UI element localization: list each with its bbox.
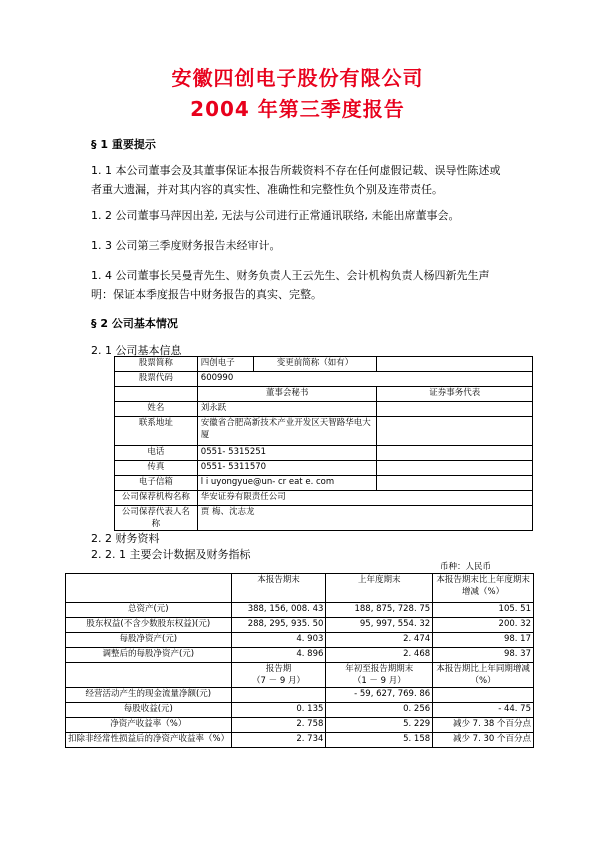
- fin-row-label: 经营活动产生的现金流量净额(元): [66, 688, 232, 703]
- blank-cell: [66, 574, 232, 603]
- short-name-label: 股票简称: [115, 357, 198, 372]
- fin-value-b: 188, 875, 728. 75: [326, 603, 433, 618]
- blank-cell: [377, 476, 533, 491]
- table-row: [66, 703, 534, 718]
- fin-header-ytd-label: 年初至报告期期末: [345, 664, 414, 674]
- email-label: 电子信箱: [115, 476, 198, 491]
- fin-header-period-end: 本报告期末: [231, 574, 326, 603]
- sponsor-rep-value: 贾 梅、沈志龙: [197, 506, 532, 531]
- fin-row-label: 股东权益(不含少数股东权益)(元): [66, 618, 232, 633]
- fin-row-label: 扣除非经常性损益后的净资产收益率（%）: [66, 733, 232, 748]
- table-row: [66, 648, 534, 663]
- fin-value-a: 4. 896: [231, 648, 326, 663]
- subsection-2-2: 2. 2 财务资料: [91, 532, 160, 545]
- fin-value-c: 98. 17: [433, 633, 534, 648]
- fin-value-a: 2. 758: [231, 718, 326, 733]
- fin-header-prev-year-end: 上年度期末: [326, 574, 433, 603]
- fax-label: 传真: [115, 461, 198, 476]
- addr-label: 联系地址: [115, 417, 198, 446]
- section2-heading: § 2 公司基本情况: [91, 317, 178, 330]
- fax-value: 0551- 5311570: [197, 461, 377, 476]
- fin-header-yoy-change: 本报告期比上年同期增减（%）: [433, 663, 534, 688]
- fin-row-label: 每股收益(元): [66, 703, 232, 718]
- fin-value-a: 388, 156, 008. 43: [231, 603, 326, 618]
- table-row: [66, 688, 534, 703]
- code-label: 股票代码: [115, 372, 198, 387]
- notice-1-4: 1. 4 公司董事长吴曼青先生、财务负责人王云先生、会计机构负责人杨四新先生声明：保证本季度报告中财务报告的真实、完整。: [91, 269, 490, 301]
- table-row: [66, 733, 534, 748]
- fin-rows-group-2: [66, 688, 534, 748]
- blank-cell: [115, 387, 198, 402]
- table-row: [115, 491, 533, 506]
- table-row: [115, 387, 533, 402]
- fin-row-label: 总资产(元): [66, 603, 232, 618]
- table-row: [66, 663, 534, 688]
- table-row: [115, 506, 533, 531]
- fin-value-b: 95, 997, 554. 32: [326, 618, 433, 633]
- fin-value-a: 2. 734: [231, 733, 326, 748]
- table-row: [66, 603, 534, 618]
- fin-value-c: - 44. 75: [433, 703, 534, 718]
- rep-label: 证券事务代表: [377, 387, 533, 402]
- fin-value-c: 200. 32: [433, 618, 534, 633]
- tel-value: 0551- 5315251: [197, 446, 377, 461]
- table-row: [115, 446, 533, 461]
- fin-value-b: 2. 468: [326, 648, 433, 663]
- table-row: [66, 718, 534, 733]
- fin-value-a: 4. 903: [231, 633, 326, 648]
- report-title: 2004 年第三季度报告: [190, 97, 405, 121]
- notice-1-2: 1. 2 公司董事马萍因出差, 无法与公司进行正常通讯联络, 未能出席董事会。: [91, 209, 460, 222]
- sponsor-rep-label: 公司保荐代表人名称: [115, 506, 198, 531]
- currency-note: 币种：人民币: [440, 562, 492, 572]
- fin-header-change: 本报告期末比上年度期末增减（%）: [433, 574, 534, 603]
- fin-header-period-range: （7 － 9 月）: [252, 676, 305, 686]
- fin-row-label: 每股净资产(元): [66, 633, 232, 648]
- fin-value-a: 288, 295, 935. 50: [231, 618, 326, 633]
- fin-header-ytd-range: （1 － 9 月）: [352, 676, 406, 686]
- table-row: [115, 402, 533, 417]
- table-row: [115, 461, 533, 476]
- subsection-2-1: 2. 1 公司基本信息: [91, 344, 182, 357]
- fin-row-label: 调整后的每股净资产(元): [66, 648, 232, 663]
- fin-value-c: 减少 7. 30 个百分点: [433, 733, 534, 748]
- notice-1-3: 1. 3 公司第三季度财务报告未经审计。: [91, 239, 281, 252]
- notice-1-1: 1. 1 本公司董事会及其董事保证本报告所载资料不存在任何虚假记载、误导性陈述或者重大遗漏，并对其内容的真实性、准确性和完整性负个别及连带责任。: [91, 164, 501, 196]
- short-name-value: 四创电子: [197, 357, 253, 372]
- fin-rows-group-1: [66, 603, 534, 663]
- table-row: [115, 476, 533, 491]
- email-value: l i uyongyue@un- cr eat e. com: [197, 476, 377, 491]
- section1-heading: § 1 重要提示: [91, 138, 156, 151]
- fin-value-b: - 59, 627, 769. 86: [326, 688, 433, 703]
- table-row: [115, 417, 533, 446]
- fin-value-b: 5. 158: [326, 733, 433, 748]
- prev-name-value: [377, 357, 533, 372]
- name-label: 姓名: [115, 402, 198, 417]
- fin-value-c: 减少 7. 38 个百分点: [433, 718, 534, 733]
- blank-cell: [377, 446, 533, 461]
- tel-label: 电话: [115, 446, 198, 461]
- fin-value-b: 0. 256: [326, 703, 433, 718]
- financial-table: [65, 573, 534, 748]
- table-row: [66, 574, 534, 603]
- basic-info-table: [114, 356, 533, 531]
- table-row: [115, 357, 533, 372]
- secretary-label: 董事会秘书: [197, 387, 377, 402]
- fin-value-c: 105. 51: [433, 603, 534, 618]
- sponsor-value: 华安证券有限责任公司: [197, 491, 532, 506]
- table-row: [66, 633, 534, 648]
- fin-header-ytd: [326, 663, 433, 688]
- fin-row-label: 净资产收益率（%）: [66, 718, 232, 733]
- fin-value-c: 98. 37: [433, 648, 534, 663]
- company-title: 安徽四创电子股份有限公司: [171, 66, 424, 90]
- addr-value: 安徽省合肥高新技术产业开发区天智路华电大厦: [197, 417, 377, 446]
- fin-header-period-label: 报告期: [265, 664, 292, 674]
- sponsor-label: 公司保荐机构名称: [115, 491, 198, 506]
- blank-cell: [377, 461, 533, 476]
- fin-value-a: [231, 688, 326, 703]
- fin-value-b: 5. 229: [326, 718, 433, 733]
- fin-value-b: 2. 474: [326, 633, 433, 648]
- subsection-2-2-1: 2. 2. 1 主要会计数据及财务指标: [91, 548, 251, 561]
- table-row: [66, 618, 534, 633]
- table-row: [115, 372, 533, 387]
- fin-value-c: [433, 688, 534, 703]
- blank-cell: [377, 417, 533, 446]
- code-value: 600990: [197, 372, 532, 387]
- prev-name-label: 变更前简称（如有）: [253, 357, 377, 372]
- blank-cell: [377, 402, 533, 417]
- name-value: 刘永跃: [197, 402, 377, 417]
- fin-value-a: 0. 135: [231, 703, 326, 718]
- blank-cell: [66, 663, 232, 688]
- fin-header-period: [231, 663, 326, 688]
